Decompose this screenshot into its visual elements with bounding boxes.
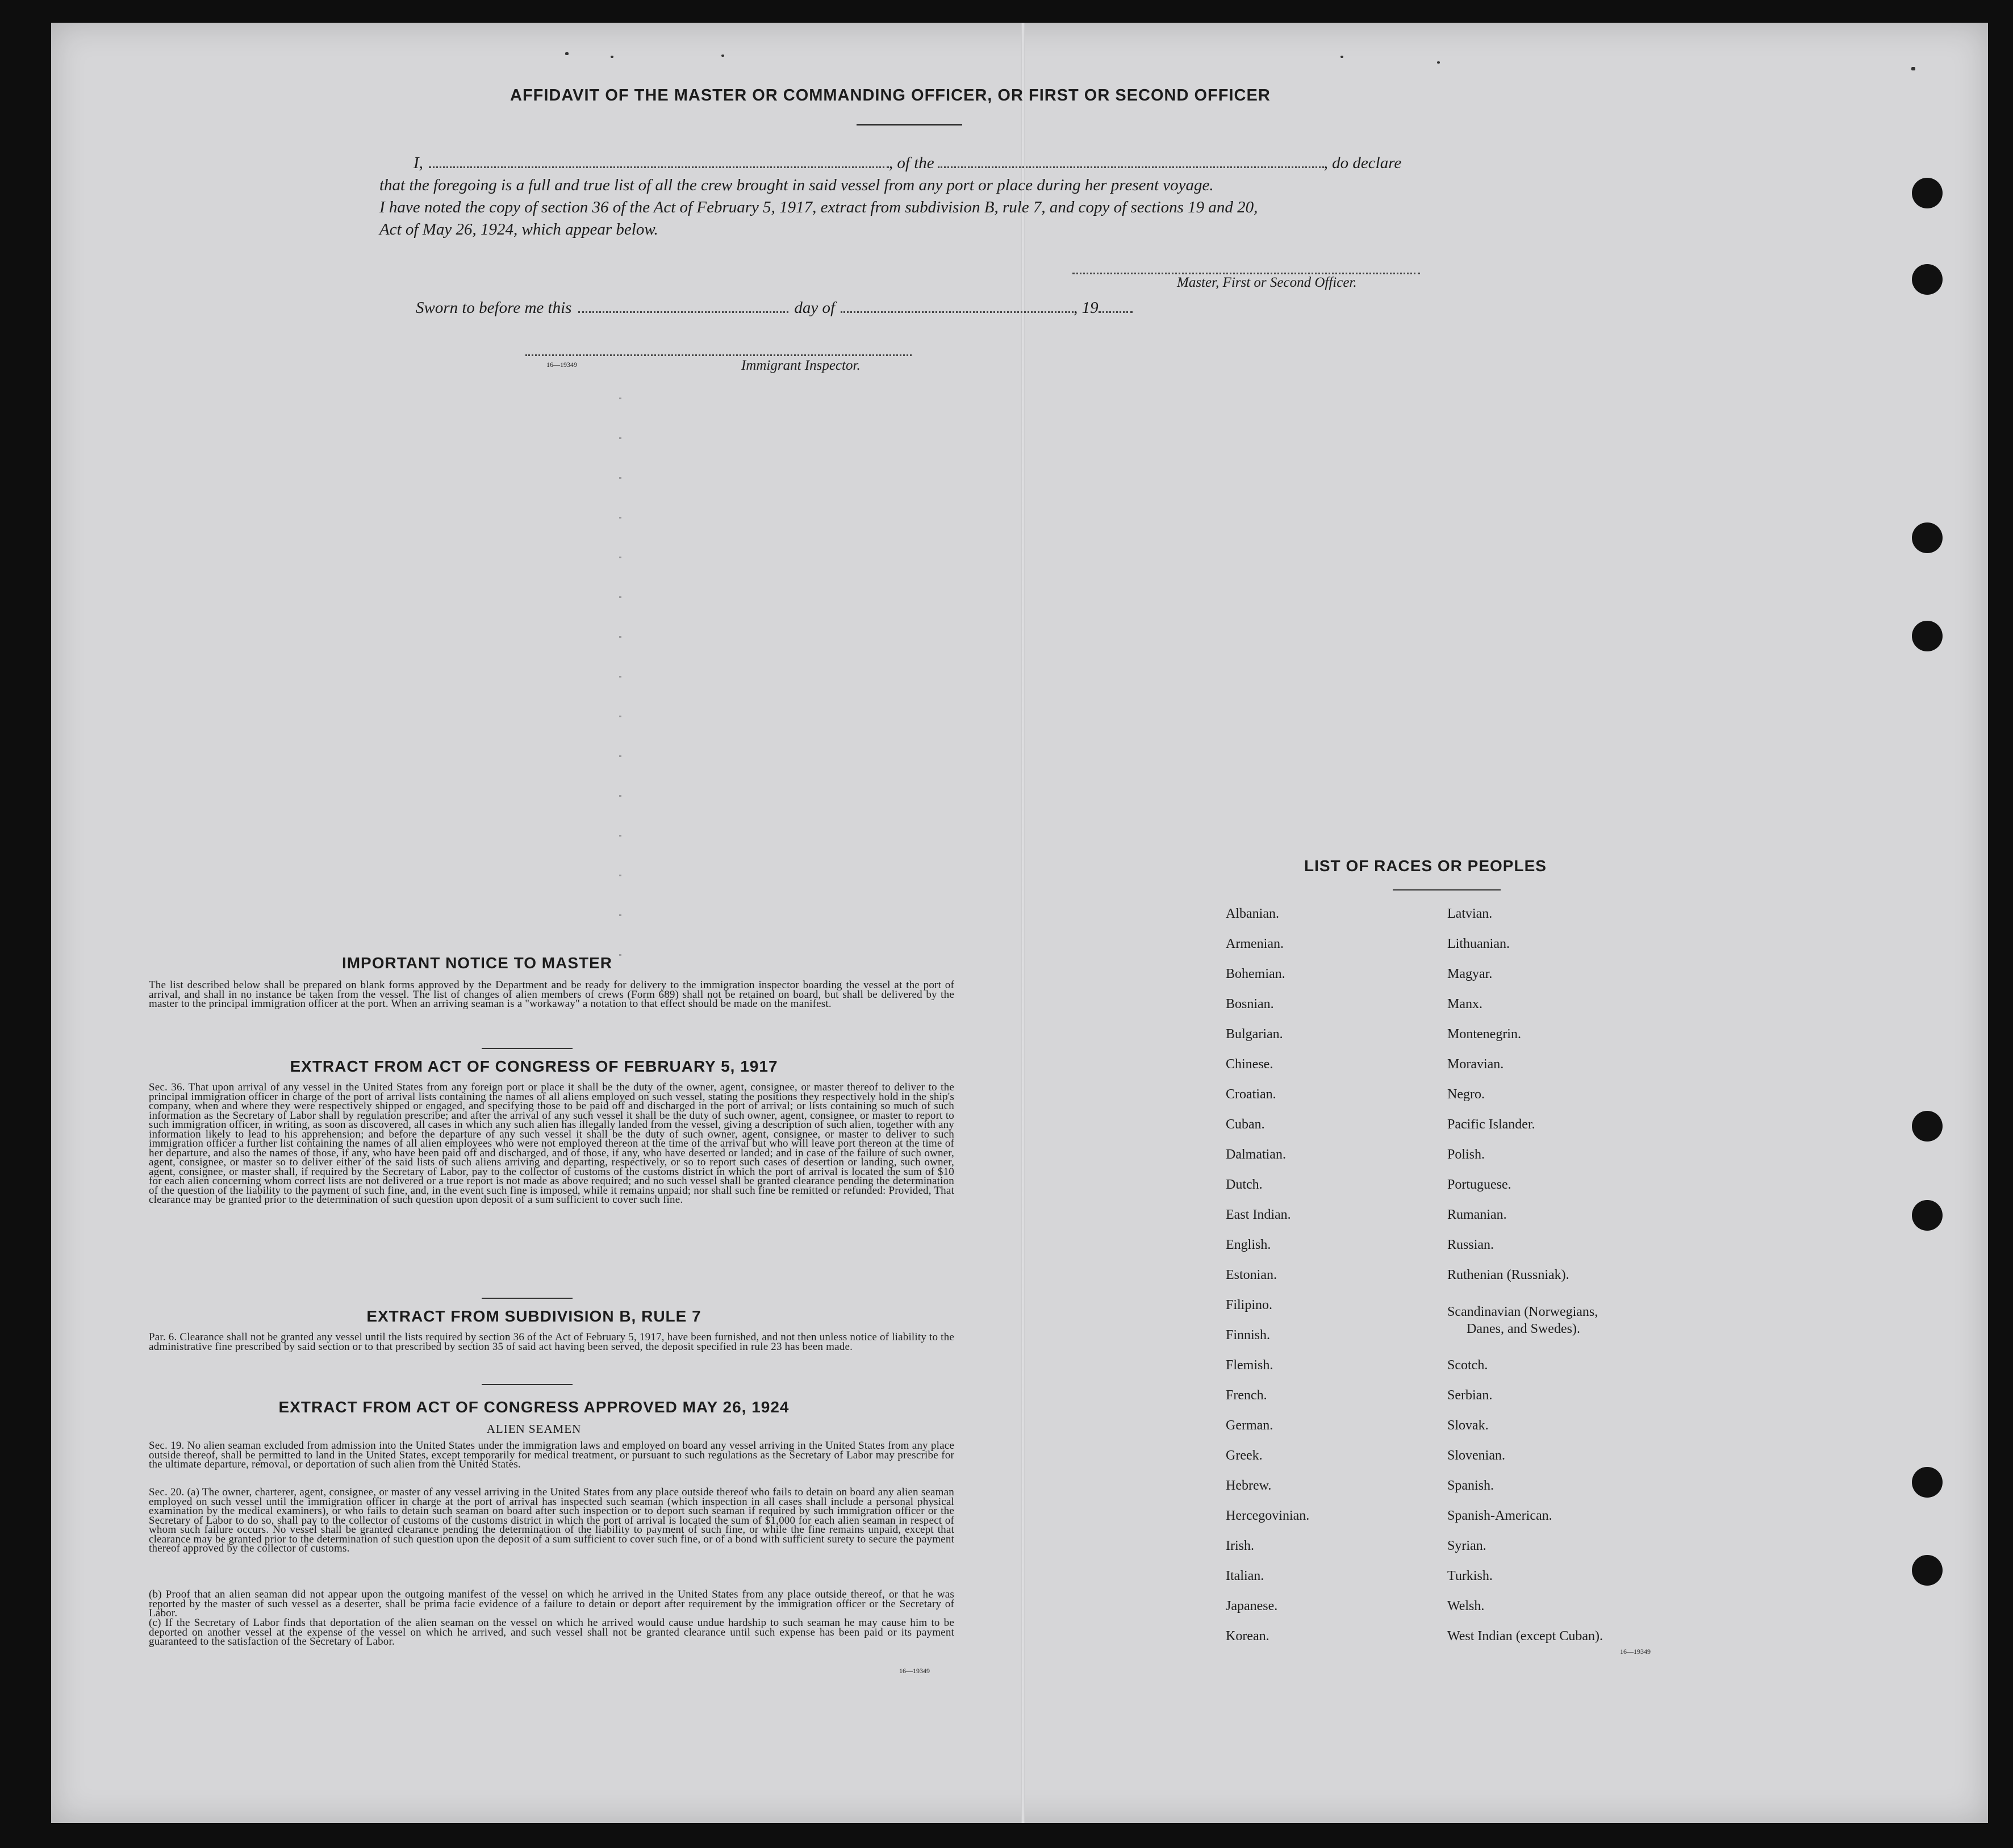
- race-item: Lithuanian.: [1447, 936, 1510, 951]
- faint-column-marks: [619, 398, 621, 965]
- race-item: Moravian.: [1447, 1057, 1504, 1072]
- race-item: Welsh.: [1447, 1599, 1485, 1613]
- race-item: Portuguese.: [1447, 1177, 1511, 1192]
- race-item: Spanish-American.: [1447, 1508, 1552, 1523]
- declaration-text: that the foregoing is a full and true list of all the crew brought in said vessel from any port or place during her present voyage.: [379, 176, 1214, 194]
- section-20a-text: Sec. 20. (a) The owner, charterer, agent, consignee, or master of any vessel arriving in the United States from any place outside thereof who fails to detain on board any alien seaman employed on such vessel until the immigration officer in charge at the port of arrival has inspected such seaman (which inspection in all cases shall include a personal physical examination by the medical examiners), or who fails to detain such seaman on board after such inspection or to deport such seaman if required by such immigration officer or the Secretary of Labor to do so, shall pay to the collector of customs of the customs district in which the port of arrival is located the sum of $1,000 for each alien seaman in respect of whom such failure occurs. No vessel shall be granted clearance pending the determination of the liability to payment of such fine, or while the fine remains unpaid, except that clearance may be granted prior to the determination of such question upon the deposit of a sum sufficient to cover such fine, or of a bond with sufficient surety to secure the payment thereof approved by the collector of customs.: [149, 1486, 954, 1554]
- sworn-label: Sworn to before me this: [416, 299, 572, 317]
- affidavit-title: AFFIDAVIT OF THE MASTER OR COMMANDING OFFICER, OR FIRST OR SECOND OFFICER: [510, 86, 1271, 104]
- binder-hole: [1912, 1111, 1943, 1142]
- races-title-rule: [1393, 889, 1501, 890]
- inspector-label: Immigrant Inspector.: [741, 358, 861, 373]
- year-label: , 19: [1074, 299, 1099, 317]
- section-19-text: Sec. 19. No alien seaman excluded from admission into the United States under the immigration laws and employed on board any vessel arriving in the United States from any place outside thereof, shall be permitted to land in the United States, except temporarily for medical treatment, or pursuant to such regulations as the Secretary of Labor may prescribe for the ultimate departure, removal, or deportation of such alien from the United States.: [149, 1440, 954, 1470]
- race-item: Hercegovinian.: [1226, 1508, 1310, 1523]
- race-item: Dutch.: [1226, 1177, 1263, 1192]
- binder-hole: [1912, 522, 1943, 553]
- declare-label: , do declare: [1323, 154, 1402, 172]
- binder-hole: [1912, 621, 1943, 651]
- race-item: Rumanian.: [1447, 1207, 1507, 1222]
- race-item: Ruthenian (Russniak).: [1447, 1268, 1569, 1282]
- binder-hole: [1912, 1467, 1943, 1498]
- race-item: Slovak.: [1447, 1418, 1489, 1433]
- vessel-of-label: , of the: [888, 154, 934, 172]
- declaration-line: [379, 152, 1442, 174]
- race-item: Serbian.: [1447, 1388, 1493, 1403]
- section-rule: [482, 1298, 573, 1299]
- race-item: East Indian.: [1226, 1207, 1291, 1222]
- subdivision-b-title: EXTRACT FROM SUBDIVISION B, RULE 7: [366, 1307, 701, 1325]
- notice-title: IMPORTANT NOTICE TO MASTER: [341, 954, 613, 972]
- race-item: Dalmatian.: [1226, 1147, 1286, 1162]
- sworn-year-field[interactable]: [1099, 311, 1133, 313]
- notice-text: The list described below shall be prepared on blank forms approved by the Department and be ready for delivery to the immigration inspector boarding the vessel at the port of arrival, and shall in no instance be taken from the vessel. The list of changes of alien members of crews (Form 689) shall not be retained on board, but shall be delivered by the master to the principal immigration officer at the port. When an arriving seaman is a "workaway" a notation to that effect should be made on the manifest.: [149, 979, 954, 1010]
- day-of-label: day of: [794, 299, 836, 317]
- sworn-line: [416, 299, 1133, 317]
- race-item: Finnish.: [1226, 1328, 1271, 1343]
- race-item: Manx.: [1447, 997, 1482, 1011]
- race-item: Syrian.: [1447, 1538, 1486, 1553]
- race-item: Armenian.: [1226, 936, 1284, 951]
- form-number: 16—19349: [1620, 1648, 1651, 1655]
- inspector-signature-line[interactable]: [525, 354, 912, 356]
- race-item: Croatian.: [1226, 1087, 1276, 1102]
- race-item: Italian.: [1226, 1569, 1264, 1583]
- race-item: Turkish.: [1447, 1569, 1493, 1583]
- race-item: Filipino.: [1226, 1298, 1273, 1312]
- scan-speck: [1911, 67, 1915, 70]
- section-20b-text: (b) Proof that an alien seaman did not appear upon the outgoing manifest of the vessel on which he arrived in the United States from any place outside thereof, or that he was reported by the master of such vessel as a deserter, shall be prima facie evidence of a failure to detain or deport after requirement by the immigration officer or the Secretary of Labor.: [149, 1588, 954, 1619]
- scan-speck: [1340, 56, 1343, 58]
- race-item: Irish.: [1226, 1538, 1254, 1553]
- binder-hole: [1912, 1200, 1943, 1231]
- section-rule: [482, 1048, 573, 1049]
- declarant-label: I,: [414, 154, 423, 172]
- vessel-name-field[interactable]: [938, 166, 1324, 168]
- binder-hole: [1912, 1555, 1943, 1586]
- race-item: Bulgarian.: [1226, 1027, 1283, 1042]
- race-item: Cuban.: [1226, 1117, 1265, 1132]
- section-rule: [482, 1384, 573, 1385]
- race-item: Russian.: [1447, 1237, 1494, 1252]
- affidavit-body: [379, 152, 1442, 241]
- binder-hole: [1912, 178, 1943, 208]
- race-item: French.: [1226, 1388, 1267, 1403]
- title-rule: [857, 124, 962, 126]
- extract-1917-title: EXTRACT FROM ACT OF CONGRESS OF FEBRUARY 5, 1917: [290, 1057, 778, 1075]
- scan-speck: [721, 55, 724, 57]
- race-item: English.: [1226, 1237, 1271, 1252]
- declaration-text: Act of May 26, 1924, which appear below.: [379, 220, 658, 239]
- scan-speck: [611, 56, 613, 58]
- races-title: LIST OF RACES OR PEOPLES: [1304, 857, 1547, 875]
- race-item: Estonian.: [1226, 1268, 1277, 1282]
- race-item: Flemish.: [1226, 1358, 1273, 1373]
- binder-hole: [1912, 264, 1943, 295]
- page-fold: [1021, 23, 1025, 1823]
- race-item: Chinese.: [1226, 1057, 1273, 1072]
- race-item-continued: Danes, and Swedes).: [1467, 1322, 1580, 1336]
- race-item: Bosnian.: [1226, 997, 1274, 1011]
- form-number: 16—19349: [899, 1667, 930, 1675]
- race-item: Bohemian.: [1226, 967, 1285, 981]
- subdivision-b-text: Par. 6. Clearance shall not be granted any vessel until the lists required by section 36 of the Act of February 5, 1917, have been furnished, and not then unless notice of liability to the administrative fine prescribed by said section or to that prescribed by section 35 of said act having been served, the deposit specified in rule 23 has been made.: [149, 1331, 954, 1353]
- race-item: Spanish.: [1447, 1478, 1494, 1493]
- race-item: Pacific Islander.: [1447, 1117, 1535, 1132]
- extract-1917-text: Sec. 36. That upon arrival of any vessel in the United States from any foreign port or place it shall be the duty of the owner, agent, consignee, or master thereof to deliver to the principal immigration officer in charge of the port of arrival lists containing the names of all aliens employed on such vessel, stating the positions they respectively hold in the ship's company, when and where they were respectively shipped or engaged, and specifying those to be paid off and discharged in the port of arrival; or lists containing so much of such information as the Secretary of Labor shall by regulation prescribe; and after the arrival of any such vessel it shall be the duty of such owner, agent, consignee, or master to report to such immigration officer, in writing, as soon as discovered, all cases in which any such alien has illegally landed from the vessel, giving a description of such alien, together with any information likely to lead to his apprehension; and before the departure of any such vessel it shall be the duty of such owner, agent, consignee, or master to deliver to such immigration officer a further list containing the names of all alien employees who were not employed thereon at the time of the arrival but who will leave port thereon at the time of her departure, and also the names of those, if any, who have been paid off and discharged, and of those, if any, who have deserted or landed; and in case of the failure of such owner, agent, consignee, or master so to deliver either of the said lists of such aliens arriving and departing, respectively, or so to report such cases of desertion or landing, such owner, agent, consignee, or master shall, if required by the Secretary of Labor, pay to the collector of customs of the customs district in which the port of arrival is located the sum of $10 for each alien concerning whom correct lists are not delivered or a true report is not made as above required; and no such vessel shall be granted clearance pending the determination of the question of the liability to the payment of such fine, and, in the event such fine is imposed, while it remains unpaid; nor shall such fine be remitted or refunded: Provided, That clearance may be granted prior to the determination of such question upon deposit of a sum sufficient to cover such fine.: [149, 1081, 954, 1206]
- section-20c-text: (c) If the Secretary of Labor finds that deportation of the alien seaman on the vessel on which he arrived would cause undue hardship to such seaman he may cause him to be deported on another vessel at the expense of the vessel on which he arrived, and such vessel shall not be granted clearance until such expense has been paid or its payment guaranteed to the satisfaction of the Secretary of Labor.: [149, 1617, 954, 1648]
- declarant-name-field[interactable]: [429, 166, 889, 168]
- declaration-text: I have noted the copy of section 36 of the Act of February 5, 1917, extract from subdivision B, rule 7, and copy of sections 19 and 20,: [379, 198, 1258, 216]
- officer-signature-label: Master, First or Second Officer.: [1177, 275, 1357, 290]
- scan-speck: [565, 52, 569, 55]
- scan-speck: [1437, 61, 1440, 64]
- race-item: Albanian.: [1226, 906, 1279, 921]
- race-item: Negro.: [1447, 1087, 1485, 1102]
- race-item: Hebrew.: [1226, 1478, 1272, 1493]
- race-item: Montenegrin.: [1447, 1027, 1521, 1042]
- extract-1924-title: EXTRACT FROM ACT OF CONGRESS APPROVED MAY 26, 1924: [278, 1398, 790, 1416]
- race-item: Polish.: [1447, 1147, 1485, 1162]
- race-item: West Indian (except Cuban).: [1447, 1629, 1603, 1644]
- race-item: Greek.: [1226, 1448, 1263, 1463]
- race-item: Slovenian.: [1447, 1448, 1505, 1463]
- race-item: Latvian.: [1447, 906, 1493, 921]
- race-item: Korean.: [1226, 1629, 1269, 1644]
- form-number: 16—19349: [546, 361, 577, 369]
- sworn-month-field[interactable]: [841, 311, 1074, 313]
- alien-seamen-subtitle: ALIEN SEAMEN: [486, 1422, 582, 1436]
- race-item: Scandinavian (Norwegians,: [1447, 1305, 1598, 1319]
- race-item: Scotch.: [1447, 1358, 1488, 1373]
- sworn-day-field[interactable]: [578, 311, 788, 313]
- race-item: German.: [1226, 1418, 1273, 1433]
- race-item: Magyar.: [1447, 967, 1493, 981]
- officer-signature-line[interactable]: [1072, 273, 1420, 274]
- race-item: Japanese.: [1226, 1599, 1278, 1613]
